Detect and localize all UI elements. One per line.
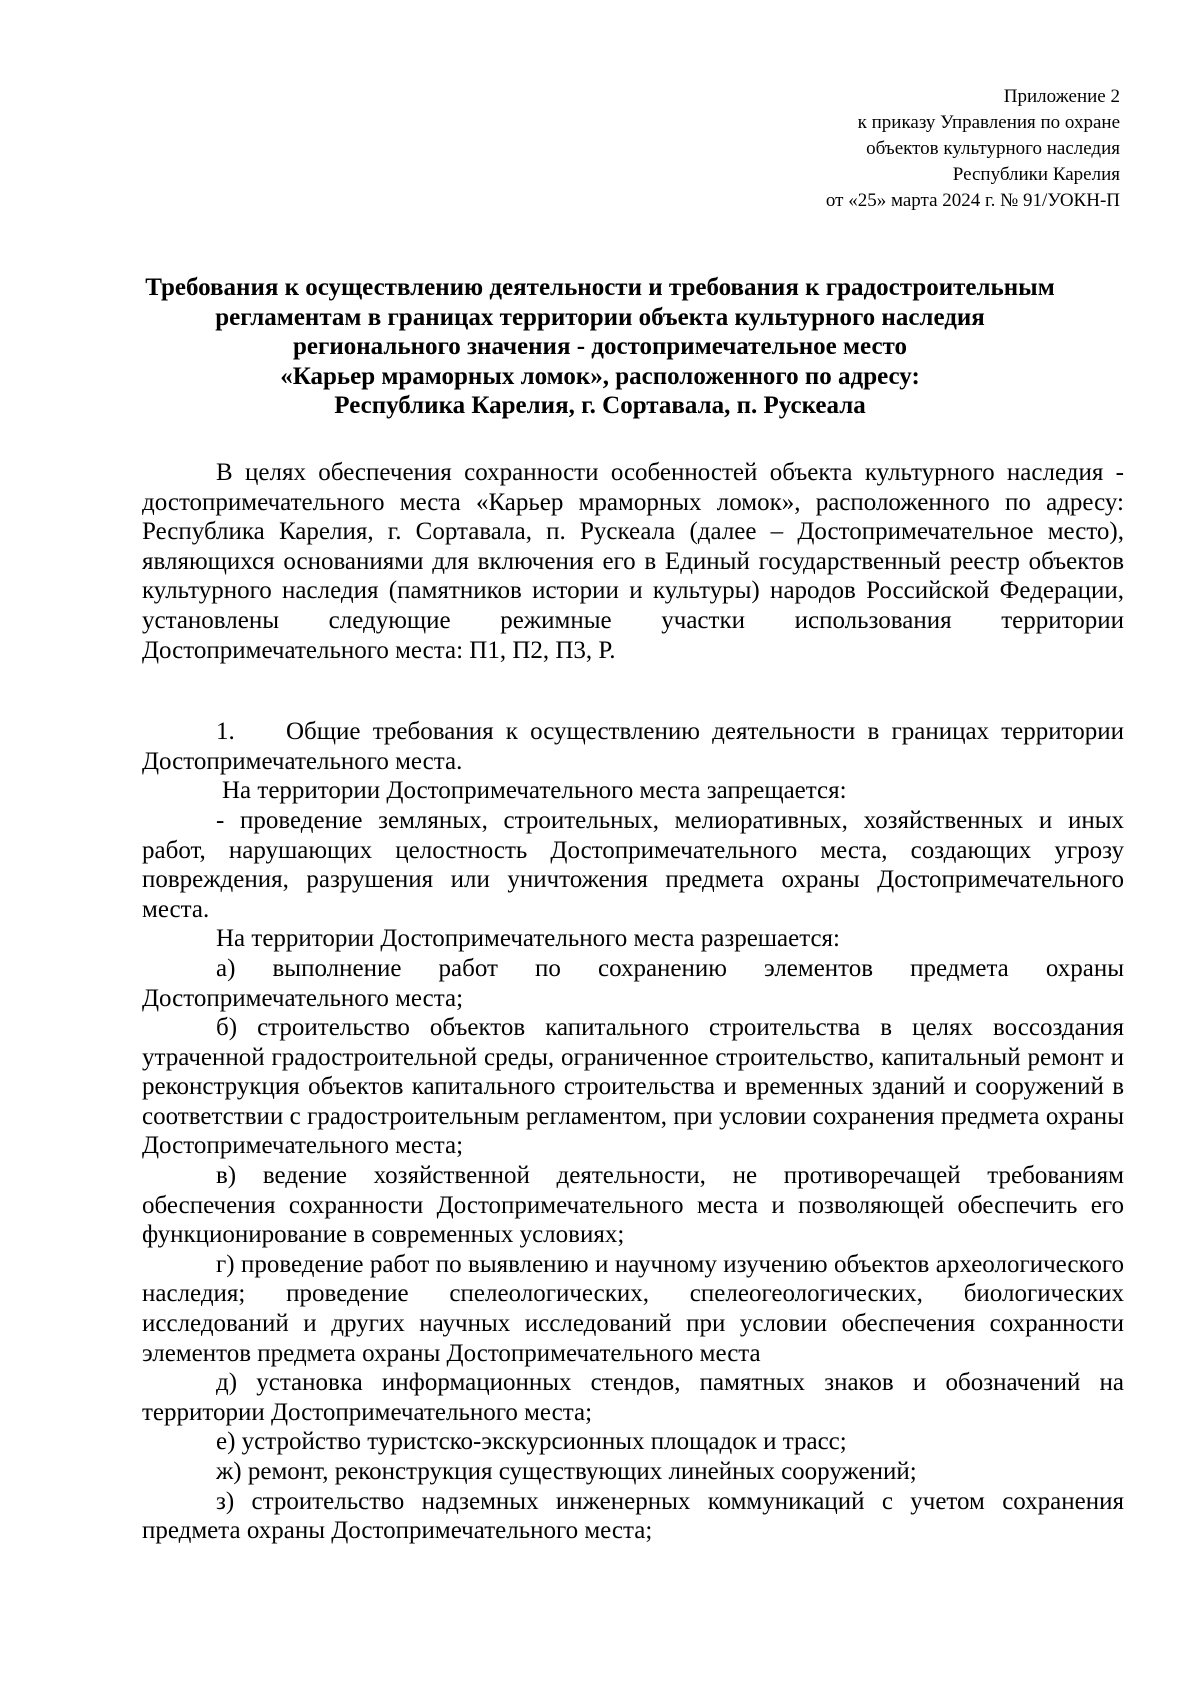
appendix-line: к приказу Управления по охране <box>857 112 1120 133</box>
title-line: Требования к осуществлению деятельности и требования к градостроительным <box>145 274 1055 301</box>
document-body <box>142 458 1124 1546</box>
section-number: 1. <box>216 718 235 746</box>
allowed-item: е) устройство туристско-экскурсионных площадок и трасс; <box>216 1428 847 1456</box>
allowed-lead: На территории Достопримечательного места разрешается: <box>216 925 840 953</box>
title-line: «Карьер мраморных ломок», расположенного по адресу: <box>280 362 920 390</box>
appendix-line: от «25» марта 2024 г. № 91/УОКН-П <box>825 190 1120 211</box>
allowed-item: з) строительство надземных инженерных коммуникаций с учетом сохранения предмета охраны Достопримечательного места; <box>142 1487 1124 1545</box>
appendix-reference <box>600 84 1120 214</box>
allowed-item: г) проведение работ по выявлению и научному изучению объектов археологического наследия; проведение спелеологических, спелеогеологических, биологических исследований и других научных исследований при условии обеспечения сохранности элементов предмета охраны Достопримечательного места <box>142 1250 1124 1367</box>
allowed-item: а) выполнение работ по сохранению элементов предмета охраны Достопримечательного места; <box>142 954 1124 1012</box>
title-line: Республика Карелия, г. Сортавала, п. Рускеала <box>334 392 866 419</box>
title-line: регламентам в границах территории объекта культурного наследия <box>215 303 985 331</box>
allowed-item: б) строительство объектов капитального строительства в целях воссоздания утраченной градостроительной среды, ограниченное строительство, капитальный ремонт и реконструкция объектов капитального строительства и временных зданий и сооружений в соответствии с градостроительным регламентом, при условии сохранения предмета охраны Достопримечательного места; <box>142 1014 1124 1160</box>
allowed-item: ж) ремонт, реконструкция существующих линейных сооружений; <box>216 1458 917 1485</box>
allowed-item: в) ведение хозяйственной деятельности, не противоречащей требованиям обеспечения сохранности Достопримечательного места и позволяющей обеспечить его функционирование в современных условиях; <box>142 1162 1124 1249</box>
intro-paragraph: В целях обеспечения сохранности особенностей объекта культурного наследия - достопримечательного места «Карьер мраморных ломок», расположенного по адресу: Республика Карелия, г. Сортавала, п. Рускеала (далее – Достопримечательное место), являющихся основаниями для включения его в Единый государственный реестр объектов культурного наследия (памятников истории и культуры) народов Российской Федерации, установлены следующие режимные участки использования территории Достопримечательного места: П1, П2, П3, Р. <box>142 459 1124 664</box>
appendix-line: Республики Карелия <box>952 164 1120 185</box>
prohibited-item: - проведение земляных, строительных, мелиоративных, хозяйственных и иных работ, нарушающих целостность Достопримечательного места, создающих угрозу повреждения, разрушения или уничтожения предмета охраны Достопримечательного места. <box>142 806 1124 923</box>
section-heading <box>142 717 1124 776</box>
allowed-item: д) установка информационных стендов, памятных знаков и обозначений на территории Достопримечательного места; <box>142 1369 1124 1426</box>
appendix-line: Приложение 2 <box>1003 86 1120 107</box>
title-line: регионального значения - достопримечательное место <box>292 333 908 360</box>
prohibited-lead: На территории Достопримечательного места запрещается: <box>222 777 847 805</box>
section-heading-text: Общие требования к осуществлению деятельности в границах территории Достопримечательного места. <box>142 718 1124 775</box>
appendix-line: объектов культурного наследия <box>866 138 1120 159</box>
document-title <box>100 273 1100 421</box>
